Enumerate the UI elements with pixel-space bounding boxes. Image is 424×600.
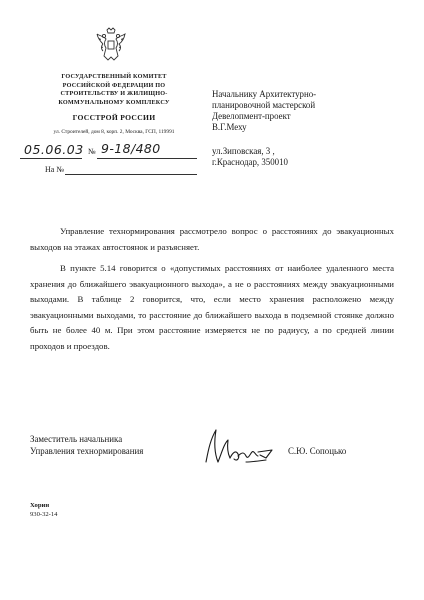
number-label: № <box>88 147 96 156</box>
recipient-line: Девелопмент-проект <box>212 111 291 121</box>
org-name-line: СТРОИТЕЛЬСТВУ И ЖИЛИЩНО- <box>60 90 168 97</box>
body-paragraph: В пункте 5.14 говорится о «допустимых расстояниях от наиболее удаленного места хранения до ближайшего эвакуационного выхода», а не о расстояниях между эвакуационными выходами. В таблице 2 говорится, что, если место хранения расположено между эвакуационными выходами, то расстояние до ближайшего выхода в подземной стоянке должно быть не более 40 м. При этом расстояние измеряется не по радиусу, а по средней линии проходов и проездов. <box>30 263 394 351</box>
letter-date: 05.06.03 <box>24 142 84 157</box>
signatory-name: С.Ю. Сопоцько <box>288 446 347 456</box>
executor-phone: 930-32-14 <box>30 511 58 518</box>
coat-of-arms-icon <box>94 26 128 64</box>
date-underline <box>20 158 82 159</box>
org-address: ул. Строителей, дом 8, корп. 2, Москва, ГСП, 119991 <box>53 129 175 135</box>
org-name-line: КОММУНАЛЬНОМУ КОМПЛЕКСУ <box>58 98 170 106</box>
reply-to-label: На № <box>45 165 64 174</box>
org-name-line: ГОСУДАРСТВЕННЫЙ КОМИТЕТ <box>61 73 167 80</box>
org-name-line: РОССИЙСКОЙ ФЕДЕРАЦИИ ПО <box>62 81 166 89</box>
recipient-address-line: ул.Зиповская, 3 , <box>212 146 275 156</box>
body-paragraph: Управление технормирования рассмотрело вопрос о расстояниях до эвакуационных выходов на этажах автостоянок и разъясняет. <box>30 226 394 252</box>
handwritten-signature <box>200 422 280 472</box>
reply-to-underline <box>65 174 197 175</box>
letter-number: 9-18/480 <box>101 141 161 156</box>
signatory-title-line: Управления технормирования <box>30 446 144 456</box>
recipient-line: Начальнику Архитектурно- <box>212 89 317 99</box>
recipient-line: В.Г.Меху <box>212 122 247 132</box>
signatory-title-line: Заместитель начальника <box>30 434 123 444</box>
number-underline <box>97 158 197 159</box>
org-short-name: ГОССТРОЙ РОССИИ <box>72 113 156 122</box>
recipient-address-line: г.Краснодар, 350010 <box>212 157 288 167</box>
recipient-line: планировочной мастерской <box>212 100 316 110</box>
executor-name: Хорин <box>30 502 50 509</box>
